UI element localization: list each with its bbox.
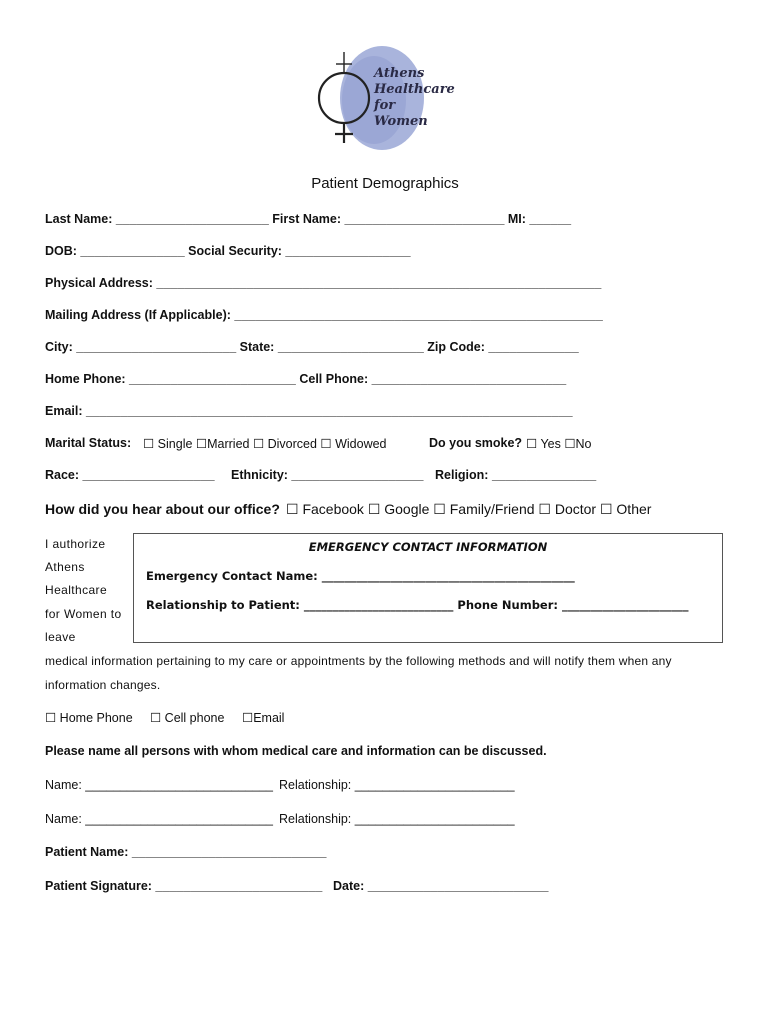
- logo-text-4: Women: [374, 114, 428, 129]
- dob-row[interactable]: DOB: _______________ Social Security: __________________: [45, 244, 411, 258]
- person-name-field-2[interactable]: Name: ___________________________: [45, 812, 273, 826]
- referral-options[interactable]: ☐ Facebook ☐ Google ☐ Family/Friend ☐ Doctor ☐ Other: [286, 501, 652, 517]
- person-name-field-1[interactable]: Name: ___________________________: [45, 778, 273, 792]
- person-relationship-field-1[interactable]: Relationship: _______________________: [279, 778, 515, 792]
- patient-name-field[interactable]: Patient Name: ____________________________: [45, 845, 327, 859]
- page-title: Patient Demographics: [311, 175, 459, 192]
- persons-heading: Please name all persons with whom medical care and information can be discussed.: [45, 744, 547, 758]
- authorize-text-2: Athens: [45, 560, 85, 574]
- smoke-options[interactable]: ☐ Yes ☐No: [526, 437, 592, 451]
- patient-signature-field[interactable]: Patient Signature: ________________________: [45, 879, 323, 893]
- physical-address-row[interactable]: Physical Address: ________________________________________________________________: [45, 276, 602, 290]
- smoke-label: Do you smoke?: [429, 436, 523, 450]
- authorize-continuation-1: medical information pertaining to my care or appointments by the following methods and will notify them when any: [45, 654, 672, 668]
- mailing-address-row[interactable]: Mailing Address (If Applicable): _____________________________________________________: [45, 308, 603, 322]
- emergency-contact-title: EMERGENCY CONTACT INFORMATION: [308, 540, 548, 554]
- race-field[interactable]: Race: ___________________: [45, 468, 215, 482]
- email-checkbox[interactable]: ☐Email: [242, 711, 285, 725]
- clinic-logo: [312, 46, 462, 156]
- referral-question: How did you hear about our office?: [45, 501, 280, 517]
- logo-text-1: Athens: [374, 66, 425, 81]
- emergency-relationship-field[interactable]: Relationship to Patient: __________________________ Phone Number: ______________________: [146, 598, 689, 612]
- logo-text-3: for: [374, 98, 396, 113]
- religion-field[interactable]: Religion: _______________: [435, 468, 597, 482]
- authorize-continuation-2: information changes.: [45, 678, 161, 692]
- marital-status-options[interactable]: ☐ Single ☐Married ☐ Divorced ☐ Widowed: [143, 437, 387, 451]
- date-field[interactable]: Date: __________________________: [333, 879, 549, 893]
- city-state-zip-row[interactable]: City: _______________________ State: _____________________ Zip Code: _____________: [45, 340, 579, 354]
- authorize-text-4: for Women to: [45, 607, 122, 621]
- person-relationship-field-2[interactable]: Relationship: _______________________: [279, 812, 515, 826]
- emergency-contact-box: [133, 533, 723, 643]
- home-phone-checkbox[interactable]: ☐ Home Phone: [45, 711, 133, 725]
- authorize-text-5: leave: [45, 630, 76, 644]
- authorize-text-1: I authorize: [45, 537, 106, 551]
- logo-text-2: Healthcare: [374, 82, 455, 97]
- email-row[interactable]: Email: ______________________________________________________________________: [45, 404, 573, 418]
- emergency-contact-name-field[interactable]: Emergency Contact Name: ____________________________________________: [146, 569, 575, 583]
- phone-row[interactable]: Home Phone: ________________________ Cell Phone: ____________________________: [45, 372, 567, 386]
- authorize-text-3: Healthcare: [45, 583, 108, 597]
- cell-phone-checkbox[interactable]: ☐ Cell phone: [150, 711, 225, 725]
- name-row[interactable]: Last Name: ______________________ First Name: _______________________ MI: ______: [45, 212, 572, 226]
- marital-status-label: Marital Status:: [45, 436, 132, 450]
- ethnicity-field[interactable]: Ethnicity: ___________________: [231, 468, 424, 482]
